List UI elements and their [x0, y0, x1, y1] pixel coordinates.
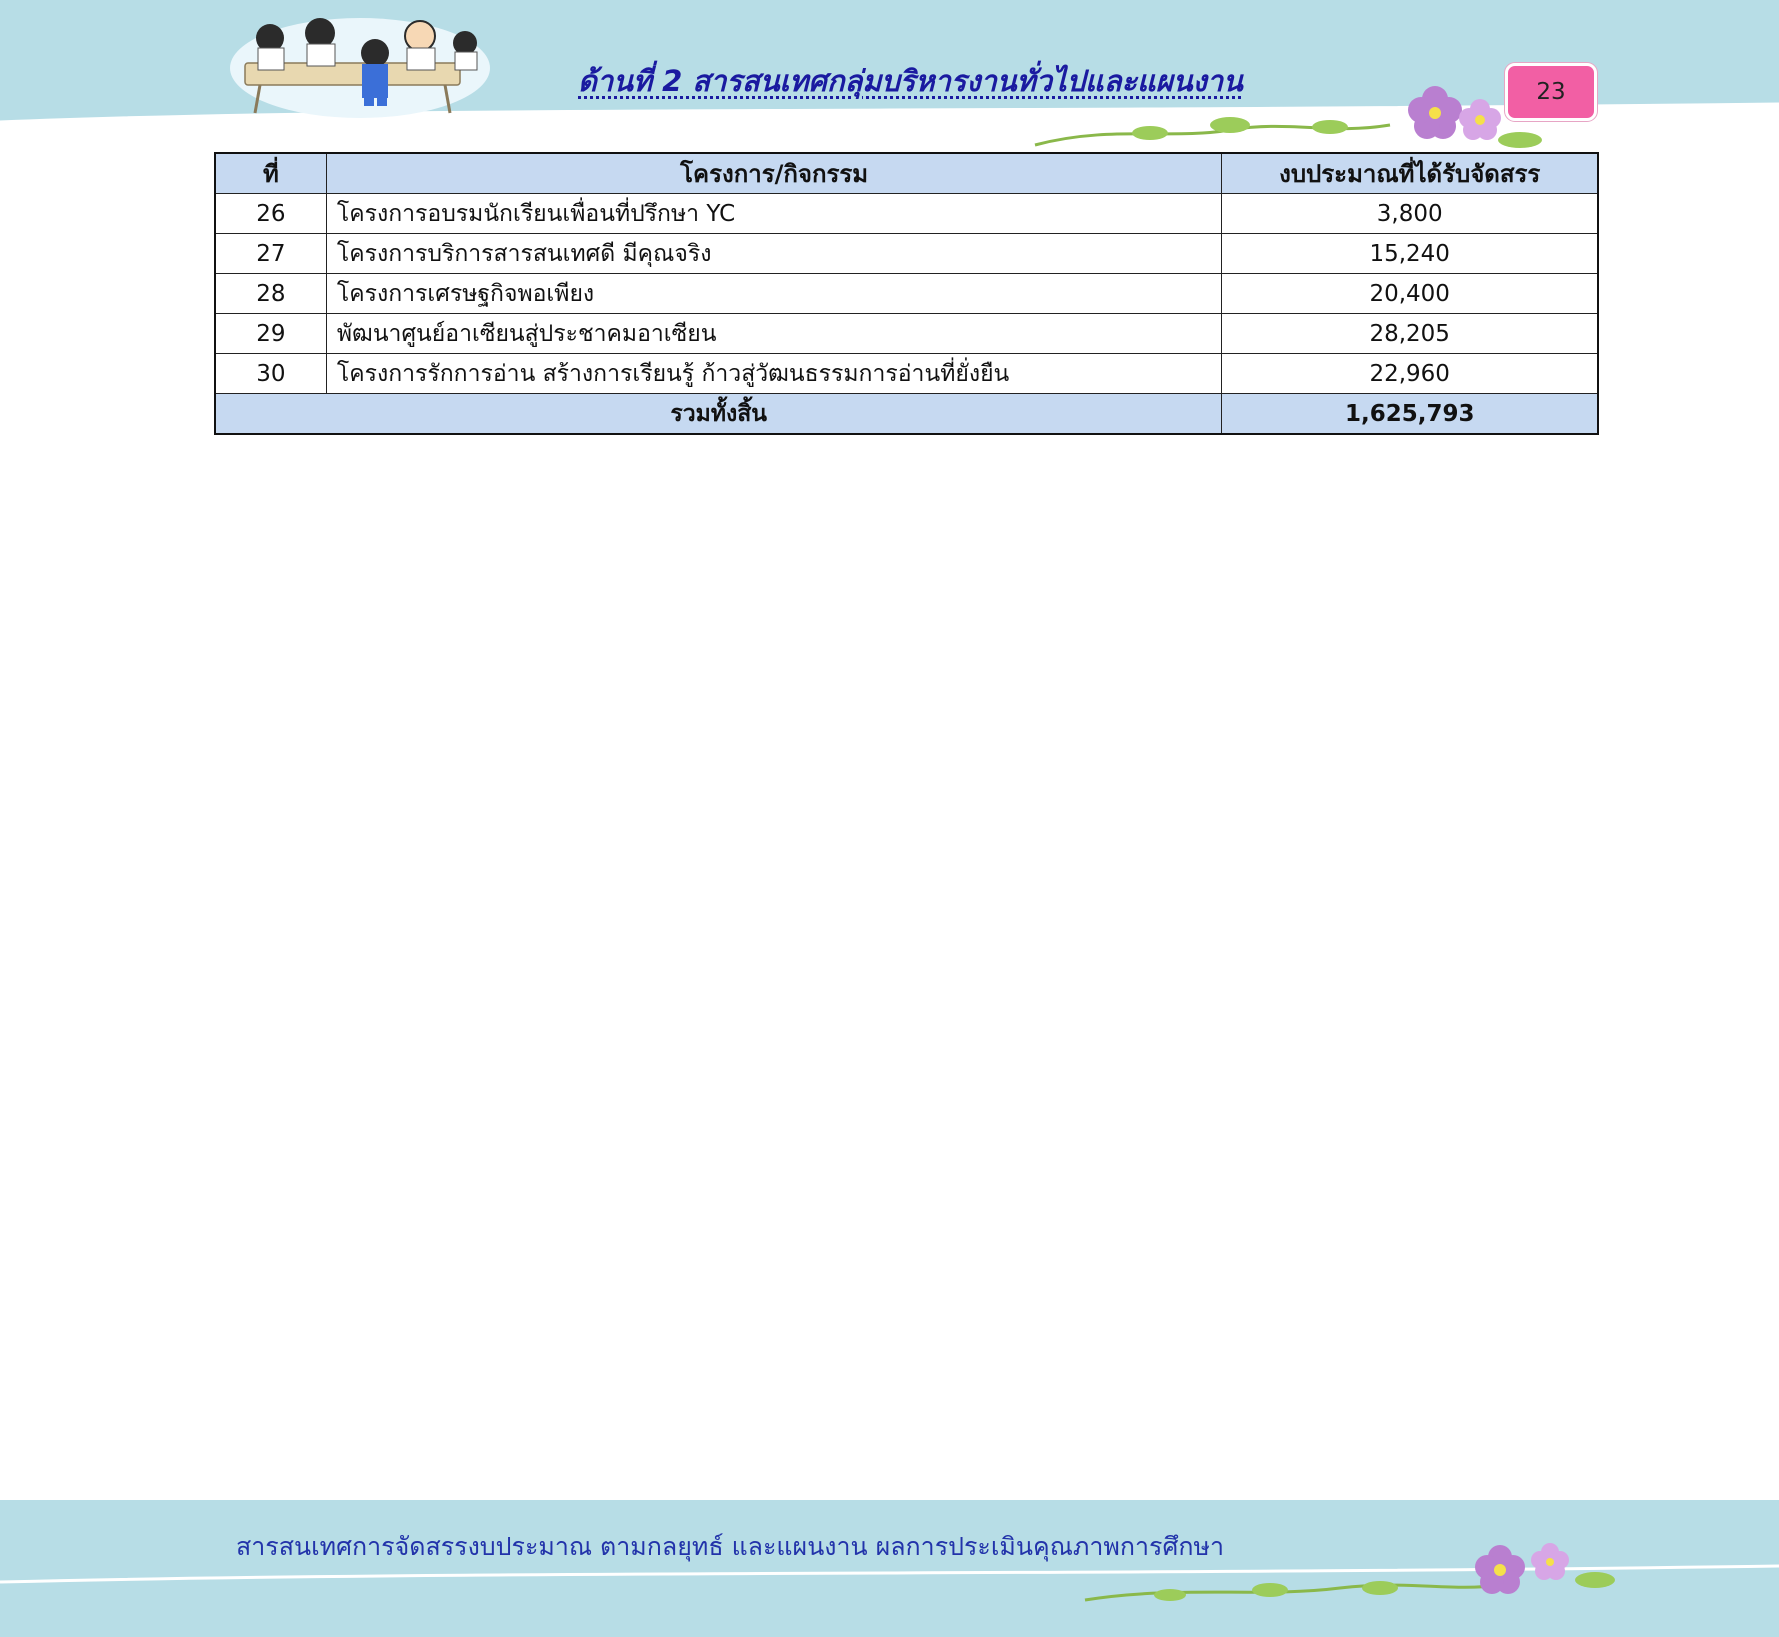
page-title: ด้านที่ 2 สารสนเทศกลุ่มบริหารงานทั่วไปและแผนงาน — [578, 64, 1243, 98]
project-name: โครงการอบรมนักเรียนเพื่อนที่ปรึกษา YC — [326, 194, 1222, 234]
project-name: พัฒนาศูนย์อาเซียนสู่ประชาคมอาเซียน — [326, 314, 1222, 354]
project-name: โครงการรักการอ่าน สร้างการเรียนรู้ ก้าวสู่วัฒนธรรมการอ่านที่ยั่งยืน — [326, 354, 1222, 394]
project-budget: 22,960 — [1222, 354, 1598, 394]
total-value: 1,625,793 — [1222, 394, 1598, 435]
table-row — [215, 314, 1598, 354]
project-budget: 15,240 — [1222, 234, 1598, 274]
column-header-no: ที่ — [215, 153, 326, 194]
row-number: 28 — [215, 274, 326, 314]
page-number-badge: 23 — [1505, 63, 1597, 121]
row-number: 26 — [215, 194, 326, 234]
table-row — [215, 354, 1598, 394]
budget-table — [214, 152, 1599, 435]
column-header-project: โครงการ/กิจกรรม — [326, 153, 1222, 194]
row-number: 29 — [215, 314, 326, 354]
project-budget: 3,800 — [1222, 194, 1598, 234]
project-name: โครงการเศรษฐกิจพอเพียง — [326, 274, 1222, 314]
total-label: รวมทั้งสิ้น — [215, 394, 1222, 435]
table-header-row — [215, 153, 1598, 194]
row-number: 27 — [215, 234, 326, 274]
table-total-row — [215, 394, 1598, 435]
table-row — [215, 234, 1598, 274]
project-name: โครงการบริการสารสนเทศดี มีคุณจริง — [326, 234, 1222, 274]
table-row — [215, 274, 1598, 314]
table-row — [215, 194, 1598, 234]
project-budget: 28,205 — [1222, 314, 1598, 354]
footer-caption: สารสนเทศการจัดสรรงบประมาณ ตามกลยุทธ์ และแผนงาน ผลการประเมินคุณภาพการศึกษา — [236, 1532, 1225, 1561]
flower-vine-decoration-icon — [1030, 85, 1550, 160]
project-budget: 20,400 — [1222, 274, 1598, 314]
row-number: 30 — [215, 354, 326, 394]
column-header-budget: งบประมาณที่ได้รับจัดสรร — [1222, 153, 1598, 194]
students-illustration-icon — [225, 8, 495, 118]
footer-flower-vine-decoration-icon — [1080, 1540, 1620, 1615]
